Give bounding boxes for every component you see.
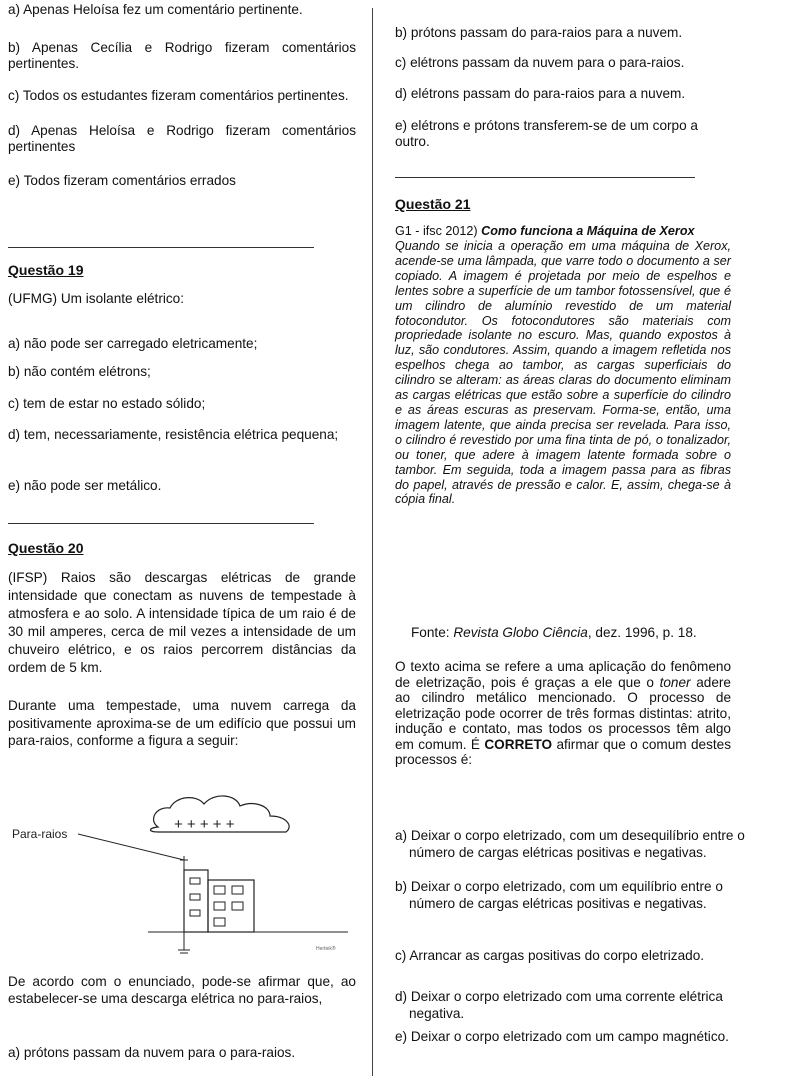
q19-option-e: e) não pode ser metálico. [8,478,162,493]
q19-option-b: b) não contém elétrons; [8,364,151,379]
q19-option-c: c) tem de estar no estado sólido; [8,396,206,411]
fonte-title: Revista Globo Ciência [453,625,588,640]
cloud-charges: + + + + + [174,816,235,833]
q21-option-d: d) Deixar o corpo eletrizado com uma corrente elétrica negativa. [395,989,723,1021]
q19-heading: Questão 19 [8,262,84,278]
q18-option-b: b) Apenas Cecília e Rodrigo fizeram comentários pertinentes. [8,40,356,71]
q19-stem: (UFMG) Um isolante elétrico: [8,291,184,306]
q21-source-prefix: G1 - ifsc 2012) [395,224,478,238]
stem-toner: toner [659,674,691,690]
stem-part-3: afirmar que o comum destes processos é: [395,736,732,767]
q21-text: Quando se inicia a operação em uma máquina de Xerox, acende-se uma lâmpada, que varre todo o documento a ser copiado. A imagem é projetada por meio de espelhos e lentes sobre a superfície de um tambor fotossensível, que é um cilindro de alumínio revestido de um material fotocondutor. Os fotocondutores são materiais com propriedade isolante no escuro. Mas, quando expostos à luz, são condutores. Assim, quando a imagem refletida nos espelhos chega ao tambor, as cargas superficiais do cilindro se alteram: as áreas claras do documento eliminam as cargas elétricas que estão sobre a superfície do cilindro e as áreas escuras as preservam. Forma-se, então, uma imagem latente, que ainda precisa ser revelada. Para isso, o cilindro é revestido por uma fina tinta de pó, o tonalizador, ou toner, que adere à imagem latente formada sobre o tambor. Em seguida, toda a imagem passa para as fibras do papel, através de pressão e calor. E, assim, chega-se à cópia final. [395,239,731,507]
q21-stem [395,659,731,768]
q18-option-a: a) Apenas Heloísa fez um comentário pertinente. [8,2,303,17]
para-raios-label: Para-raios [12,827,68,841]
q21-option-c: c) Arrancar as cargas positivas do corpo eletrizado. [395,948,705,963]
q18-option-d: d) Apenas Heloísa e Rodrigo fizeram comentários pertinentes [8,123,356,154]
q20-option-e: e) elétrons e prótons transferem-se de um corpo a outro. [395,118,698,149]
q21-option-e: e) Deixar o corpo eletrizado com um campo magnético. [395,1029,729,1044]
divider-rule [8,523,314,524]
q20-option-d: d) elétrons passam do para-raios para a nuvem. [395,86,686,101]
q20-paragraph-2: Durante uma tempestade, uma nuvem carrega da positivamente aproxima-se de um edifício que possui um para-raios, conforme a figura a seguir: [8,698,356,748]
q20-paragraph-1: (IFSP) Raios são descargas elétricas de grande intensidade que conectam as nuvens de tempestade à atmosfera e ao solo. A intensidade típica de um raio é de 30 mil amperes, cerca de mil vezes a intensidade de um chuveiro elétrico, e os raios percorrem distâncias da ordem de 5 km. [8,570,356,675]
building-tall [184,870,208,932]
q21-source-title: Como funciona a Máquina de Xerox [481,224,695,238]
q20-option-a: a) prótons passam da nuvem para o para-raios. [8,1045,296,1060]
column-divider [372,8,373,1076]
fonte-prefix: Fonte: [411,625,450,640]
q18-option-c: c) Todos os estudantes fizeram comentários pertinentes. [8,88,349,103]
q21-fonte [411,625,697,641]
q20-option-c: c) elétrons passam da nuvem para o para-raios. [395,55,685,70]
q19-option-d: d) tem, necessariamente, resistência elétrica pequena; [8,427,339,442]
fonte-suffix: , dez. 1996, p. 18. [587,625,697,640]
q21-heading: Questão 21 [395,196,471,212]
divider-rule [8,247,314,248]
stem-part-1: O texto acima se refere a uma aplicação do fenômeno de eletrização, pois é graças a ele que o [395,659,731,690]
divider-rule [395,177,695,178]
building-short [208,880,254,932]
stem-correto: CORRETO [484,736,553,752]
q20-heading: Questão 20 [8,540,84,556]
q20-option-b: b) prótons passam do para-raios para a nuvem. [395,25,683,40]
q20-paragraph-3: De acordo com o enunciado, pode-se afirmar que, ao estabelecer-se uma descarga elétrica no para-raios, [8,974,356,1006]
q21-option-b: b) Deixar o corpo eletrizado, com um equilíbrio entre o número de cargas elétricas positivas e negativas. [395,879,723,911]
figure-credit: Hertiek® [316,946,336,952]
lightning-rod-figure [8,782,358,962]
q19-option-a: a) não pode ser carregado eletricamente; [8,336,258,351]
q21-option-a: a) Deixar o corpo eletrizado, com um desequilíbrio entre o número de cargas elétricas positivas e negativas. [395,828,745,860]
stem-part-2: adere ao cilindro metálico mencionado. O processo de eletrização pode ocorrer de três formas distintas: atrito, indução e contato, mas todos os processos têm algo em comum. É [395,674,731,752]
q18-option-e: e) Todos fizeram comentários errados [8,173,236,188]
q21-source [395,224,731,239]
